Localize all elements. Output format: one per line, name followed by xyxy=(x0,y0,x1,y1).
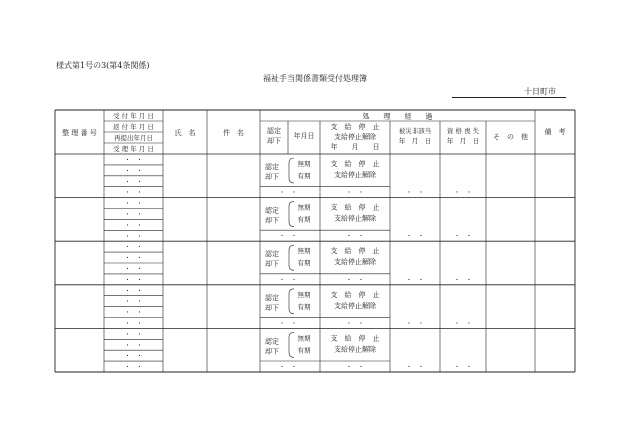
header-name: 氏 名 xyxy=(174,129,196,137)
row-decision: 却下 xyxy=(265,303,279,312)
header-date-label: 受 付 年 月 日 xyxy=(113,112,154,120)
header-loss: 年 月 日 xyxy=(446,137,480,145)
row-term: 有期 xyxy=(297,302,311,311)
form-number-label: 様式第1号の3(第4条関係) xyxy=(56,61,150,70)
date-mark: ・ ・ xyxy=(124,298,143,306)
row-decision: 認定 xyxy=(265,250,279,259)
date-mark: ・ ・ xyxy=(345,189,365,197)
row-term: 無期 xyxy=(297,203,311,212)
header-date-label: 再提出年月日 xyxy=(114,134,153,142)
row-stop: 支 給 停 止 xyxy=(330,203,380,212)
date-mark: ・ ・ xyxy=(124,156,143,164)
date-mark: ・ ・ xyxy=(124,211,143,219)
header-other: そ の 他 xyxy=(493,133,528,141)
header-decision: 認定 xyxy=(267,127,281,135)
row-term: 有期 xyxy=(297,172,311,180)
date-mark: ・ ・ xyxy=(278,233,298,241)
header-number: 整 理 番 号 xyxy=(62,129,97,137)
row-decision: 却下 xyxy=(265,216,279,225)
date-mark: ・ ・ xyxy=(124,276,143,284)
header-disaster: 被災非該当 xyxy=(398,127,432,135)
date-mark: ・ ・ xyxy=(345,276,365,284)
date-mark: ・ ・ xyxy=(124,178,143,186)
date-mark: ・ ・ xyxy=(453,276,473,284)
header-remarks: 備 考 xyxy=(544,128,566,136)
date-mark: ・ ・ xyxy=(124,320,143,328)
row-term: 無期 xyxy=(297,334,311,343)
date-mark: ・ ・ xyxy=(124,353,143,361)
term-bracket xyxy=(289,158,294,183)
row-decision: 認定 xyxy=(265,163,279,171)
date-mark: ・ ・ xyxy=(278,364,298,371)
date-mark: ・ ・ xyxy=(124,200,143,208)
header-process: 処 理 経 過 xyxy=(362,112,433,121)
date-mark: ・ ・ xyxy=(124,189,143,197)
header-matter: 件 名 xyxy=(223,129,244,137)
row-term: 無期 xyxy=(297,160,311,168)
date-mark: ・ ・ xyxy=(124,265,143,273)
row-decision: 認定 xyxy=(265,206,279,215)
date-mark: ・ ・ xyxy=(124,222,143,230)
row-term: 無期 xyxy=(297,290,311,299)
date-mark: ・ ・ xyxy=(345,320,365,328)
date-mark: ・ ・ xyxy=(278,276,298,284)
date-mark: ・ ・ xyxy=(124,331,143,339)
term-bracket xyxy=(289,245,294,270)
date-mark: ・ ・ xyxy=(278,320,298,328)
term-bracket xyxy=(289,202,294,227)
row-stop: 支給停止解除 xyxy=(334,171,376,179)
header-stop: 支 給 停 止 xyxy=(330,123,380,131)
date-mark: ・ ・ xyxy=(124,287,143,295)
row-stop: 支給停止解除 xyxy=(334,301,376,310)
date-mark: ・ ・ xyxy=(453,320,473,328)
date-mark: ・ ・ xyxy=(345,233,365,241)
date-mark: ・ ・ xyxy=(405,233,425,241)
date-mark: ・ ・ xyxy=(124,255,143,263)
term-bracket xyxy=(289,289,294,314)
header-stop: 年 月 日 xyxy=(330,143,380,151)
term-bracket xyxy=(289,332,294,357)
date-mark: ・ ・ xyxy=(453,364,473,371)
date-mark: ・ ・ xyxy=(405,320,425,328)
row-term: 無期 xyxy=(297,247,311,256)
row-stop: 支 給 停 止 xyxy=(330,247,380,256)
row-term: 有期 xyxy=(297,259,311,268)
row-stop: 支 給 停 止 xyxy=(330,334,380,343)
header-loss: 資 格 喪 失 xyxy=(446,127,480,135)
date-mark: ・ ・ xyxy=(278,189,298,197)
row-stop: 支 給 停 止 xyxy=(330,160,380,168)
date-mark: ・ ・ xyxy=(124,342,143,350)
row-stop: 支給停止解除 xyxy=(334,214,376,223)
city-name: 十日町市 xyxy=(524,87,556,96)
header-stop: 支給停止解除 xyxy=(334,133,376,141)
row-decision: 却下 xyxy=(265,260,279,269)
row-term: 有期 xyxy=(297,346,311,355)
date-mark: ・ ・ xyxy=(405,276,425,284)
row-term: 有期 xyxy=(297,215,311,224)
row-decision: 認定 xyxy=(265,337,279,346)
header-date-label: 受 理 年 月 日 xyxy=(113,145,154,153)
date-mark: ・ ・ xyxy=(405,189,425,197)
header-decision: 却下 xyxy=(267,137,281,145)
row-stop: 支 給 停 止 xyxy=(330,290,380,299)
row-stop: 支給停止解除 xyxy=(334,345,376,354)
header-decision-date: 年月日 xyxy=(293,132,315,140)
row-decision: 却下 xyxy=(265,347,279,356)
date-mark: ・ ・ xyxy=(124,309,143,317)
date-mark: ・ ・ xyxy=(124,364,143,372)
row-stop: 支給停止解除 xyxy=(334,258,376,267)
date-mark: ・ ・ xyxy=(345,364,365,371)
date-mark: ・ ・ xyxy=(453,233,473,241)
date-mark: ・ ・ xyxy=(124,244,143,252)
header-disaster: 年 月 日 xyxy=(398,137,432,145)
date-mark: ・ ・ xyxy=(124,167,143,175)
date-mark: ・ ・ xyxy=(124,233,143,241)
date-mark: ・ ・ xyxy=(453,189,473,197)
date-mark: ・ ・ xyxy=(405,364,425,371)
row-decision: 却下 xyxy=(265,173,279,181)
document-title: 福祉手当関係書類受付処理簿 xyxy=(263,74,367,83)
header-date-label: 返 付 年 月 日 xyxy=(113,123,154,131)
row-decision: 認定 xyxy=(265,293,279,302)
